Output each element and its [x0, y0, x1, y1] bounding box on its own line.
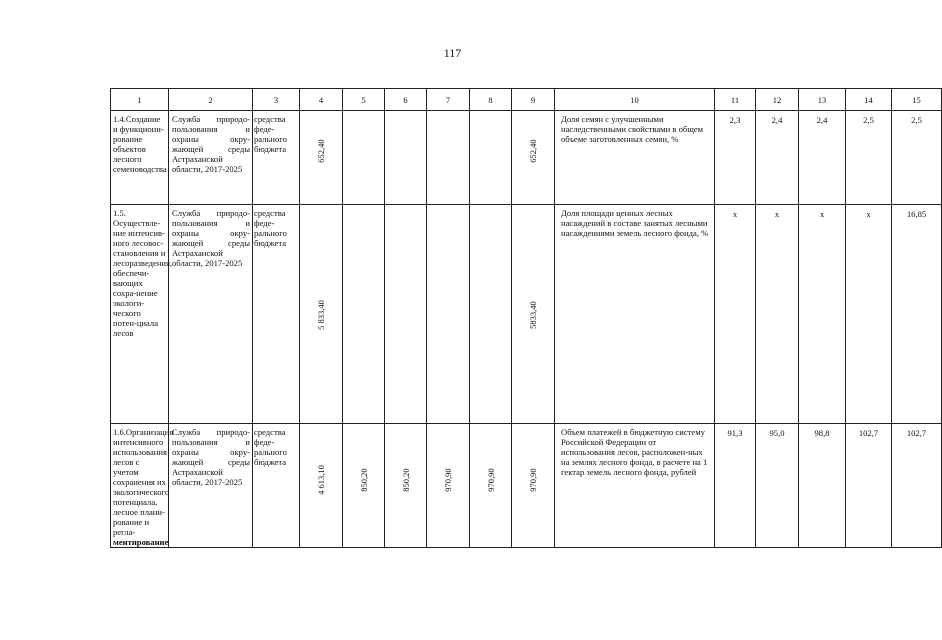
amount-cell	[427, 111, 470, 205]
executor: Служба природо-пользования и охраны окру-жающей среды Астраханской области, 2017-2025	[169, 111, 253, 205]
indicator-value: 2,4	[756, 111, 799, 205]
header-cell: 12	[756, 89, 799, 111]
page-number: 117	[443, 46, 462, 60]
activity-name-text: 1.6.Организация интенсивного использования лесов с учетом сохранения их экологического потенциала, лесное плани-рование и регла-	[113, 427, 174, 537]
amount-cell	[343, 424, 385, 548]
amount-cell	[300, 205, 343, 424]
amount-2020: 970,90	[485, 468, 496, 492]
header-cell: 11	[715, 89, 756, 111]
amount-later: 5833,40	[528, 301, 538, 329]
header-cell: 5	[343, 89, 385, 111]
amount-total: 5 833,40	[316, 300, 326, 330]
amount-cell	[427, 424, 470, 548]
table-row	[111, 111, 942, 205]
funding-source: средства феде-рального бюджета	[253, 424, 300, 548]
amount-later: 652,40	[528, 139, 538, 163]
indicator-value: х	[715, 205, 756, 424]
header-cell: 4	[300, 89, 343, 111]
indicator-text: Доля семян с улучшенными наследственными свойствами в общем объеме заготовленных семян, %	[555, 111, 715, 205]
indicator-value: х	[756, 205, 799, 424]
indicator-value: 2,5	[892, 111, 942, 205]
amount-cell	[470, 111, 512, 205]
program-table	[110, 88, 942, 548]
activity-name: 1.4.Создание и функциони-рование объектов лесного семеноводства	[111, 111, 169, 205]
header-cell: 14	[846, 89, 892, 111]
amount-cell	[512, 205, 555, 424]
indicator-value: 98,8	[799, 424, 846, 548]
table-row	[111, 205, 942, 424]
header-cell: 8	[470, 89, 512, 111]
amount-total: 652,40	[316, 139, 326, 163]
activity-name-tail: ментирование	[113, 537, 169, 547]
amount-cell	[470, 205, 512, 424]
executor: Служба природо-пользования и охраны окру-жающей среды Астраханской области, 2017-2025	[169, 205, 253, 424]
header-cell: 13	[799, 89, 846, 111]
header-cell: 2	[169, 89, 253, 111]
activity-name: 1.5. Осуществле-ние интенсив-ного лесовос-становления и лесоразведения, обеспечи-вающих сохра-нение экологи-ческого потен-циала лесов	[111, 205, 169, 424]
indicator-value: 95,0	[756, 424, 799, 548]
amount-2019: 970,90	[443, 468, 453, 492]
indicator-value: 91,3	[715, 424, 756, 548]
header-cell: 6	[385, 89, 427, 111]
amount-later: 970,90	[528, 468, 538, 492]
funding-source: средства феде-рального бюджета	[253, 111, 300, 205]
executor: Служба природо-пользования и охраны окру-жающей среды Астраханской области, 2017-2025	[169, 424, 253, 548]
header-cell: 10	[555, 89, 715, 111]
amount-cell	[470, 424, 512, 548]
amount-total: 4 613,10	[316, 465, 326, 495]
header-cell: 15	[892, 89, 942, 111]
amount-cell	[512, 424, 555, 548]
indicator-value: х	[846, 205, 892, 424]
amount-cell	[343, 205, 385, 424]
amount-cell	[300, 111, 343, 205]
amount-2017: 850,20	[358, 468, 369, 492]
header-cell: 1	[111, 89, 169, 111]
amount-cell	[512, 111, 555, 205]
amount-2018: 850,20	[400, 468, 411, 492]
table-row	[111, 424, 942, 548]
header-cell: 9	[512, 89, 555, 111]
amount-cell	[343, 111, 385, 205]
indicator-value: 2,5	[846, 111, 892, 205]
amount-cell	[300, 424, 343, 548]
header-cell: 3	[253, 89, 300, 111]
activity-name	[111, 424, 174, 548]
indicator-value: 102,7	[892, 424, 942, 548]
indicator-value: х	[799, 205, 846, 424]
amount-cell	[427, 205, 470, 424]
indicator-text: Доля площади ценных лесных насаждений в составе занятых лесными насаждениями земель лесного фонда, %	[555, 205, 715, 424]
header-cell: 7	[427, 89, 470, 111]
amount-cell	[385, 424, 427, 548]
indicator-value: 102,7	[846, 424, 892, 548]
indicator-value: 2,3	[715, 111, 756, 205]
amount-cell	[385, 205, 427, 424]
indicator-value: 16,85	[892, 205, 942, 424]
indicator-text: Объем платежей в бюджетную систему Российской Федерации от использования лесов, расположен-ных на землях лесного фонда, в расчете на 1 гектар земель лесного фонда, рублей	[555, 424, 715, 548]
header-row	[111, 89, 942, 111]
amount-cell	[385, 111, 427, 205]
indicator-value: 2,4	[799, 111, 846, 205]
funding-source: средства феде-рального бюджета	[253, 205, 300, 424]
